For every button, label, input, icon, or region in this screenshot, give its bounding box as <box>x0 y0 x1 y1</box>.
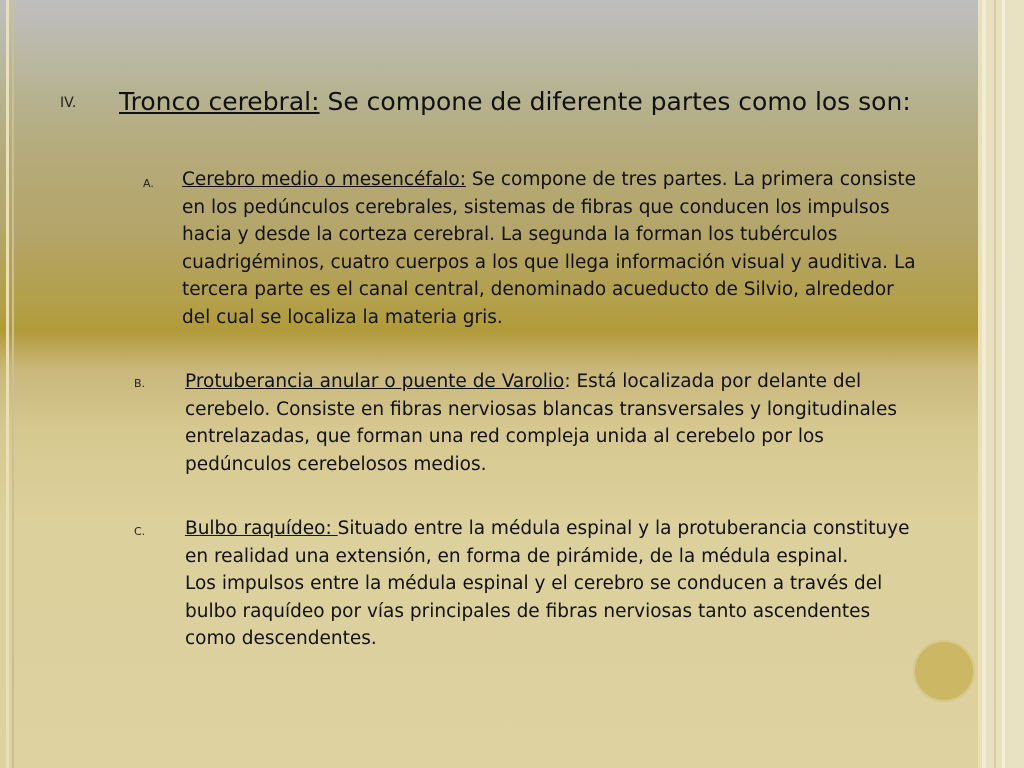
heading-title: Tronco cerebral: <box>119 87 320 116</box>
heading-rest: Se compone de diferente partes como los son: <box>319 87 911 116</box>
item-line: bulbo raquídeo por vías principales de fibras nerviosas tanto ascendentes <box>185 600 871 622</box>
item-line: Los impulsos entre la médula espinal y el cerebro se conducen a través del <box>185 573 883 594</box>
item-line: cuadrigéminos, cuatro cuerpos a los que llega información visual y auditiva. La <box>182 251 916 273</box>
item-marker-b: B. <box>134 377 146 390</box>
item-title: Cerebro medio o mesencéfalo: <box>182 169 466 190</box>
item-title: Protuberancia anular o puente de Varolio <box>185 371 565 392</box>
item-line: tercera parte es el canal central, denominado acueducto de Silvio, alrededor <box>182 279 894 300</box>
list-item-mesencefalo <box>182 166 922 331</box>
item-line: en los pedúnculos cerebrales, sistemas de fibras que conducen los impulsos <box>182 196 890 218</box>
item-line <box>185 368 925 396</box>
item-line: en realidad una extensión, en forma de pirámide, de la médula espinal. <box>185 545 849 567</box>
item-line: entrelazadas, que forman una red compleja unida al cerebelo por los <box>185 426 824 447</box>
item-line: como descendentes. <box>185 628 377 649</box>
item-line: del cual se localiza la materia gris. <box>182 306 503 328</box>
item-marker-c: C. <box>134 525 146 538</box>
item-text: Se compone de tres partes. La primera consiste <box>465 169 916 190</box>
item-text: : Está localizada por delante del <box>564 371 862 392</box>
item-line: hacia y desde la corteza cerebral. La segunda la forman los tubérculos <box>182 224 838 245</box>
heading-text <box>119 86 911 118</box>
item-line <box>182 166 922 194</box>
item-line: cerebelo. Consiste en fibras nerviosas blancas transversales y longitudinales <box>185 398 897 420</box>
list-item-protuberancia <box>185 368 925 478</box>
item-line: pedúnculos cerebelosos medios. <box>185 453 487 475</box>
item-line <box>185 515 925 543</box>
list-item-bulbo <box>185 515 925 653</box>
heading-marker: IV. <box>60 95 77 111</box>
item-title: Bulbo raquídeo: <box>185 518 338 539</box>
item-text: Situado entre la médula espinal y la protuberancia constituye <box>337 518 910 539</box>
item-marker-a: A. <box>143 177 154 190</box>
